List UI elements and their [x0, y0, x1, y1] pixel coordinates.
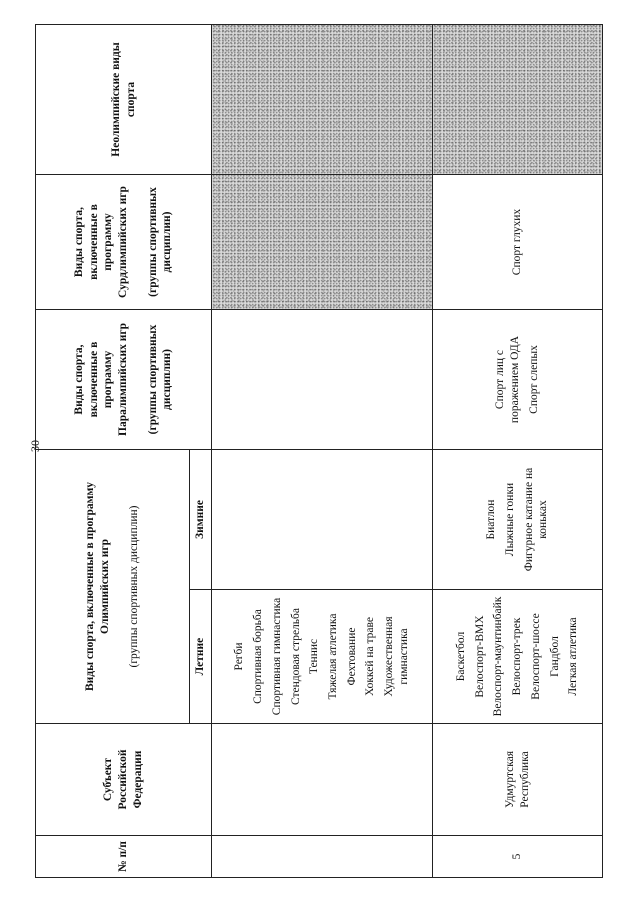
- list-item: Фигурное катание на коньках: [522, 467, 549, 571]
- list-item: Гандбол: [548, 635, 561, 677]
- list-item: Спортивная борьба: [251, 608, 264, 704]
- list-item: Художественная гимнастика: [382, 615, 410, 697]
- list-item: Велоспорт-маунтинбайк: [491, 596, 504, 716]
- list-item: Легкая атлетика: [566, 616, 579, 696]
- header-row: [35, 24, 189, 877]
- cell-num-5: 5: [432, 835, 602, 877]
- cell-deaflympic-cont-shaded: [211, 174, 432, 309]
- list-item: Регби: [232, 641, 245, 671]
- list-item: Теннис: [307, 638, 320, 674]
- header-summer: Летние: [189, 589, 211, 723]
- header-olympic-title: Виды спорта, включенные в программу Олимпийских игр: [83, 481, 111, 691]
- list-item: Спорт слепых: [527, 344, 540, 414]
- list-item: Велоспорт-шоссе: [529, 612, 542, 700]
- header-nonolympic: Неолимпийские виды спорта: [35, 24, 211, 174]
- cell-nonolympic-5-shaded: [432, 24, 602, 174]
- page-number: 30: [28, 440, 42, 452]
- header-paralympic-title: Виды спорта, включенные в программу Паралимпийских игр: [72, 322, 129, 436]
- cell-paralympic-5: [432, 309, 602, 449]
- cell-nonolympic-cont-shaded: [211, 24, 432, 174]
- list-item: Лыжные гонки: [503, 482, 516, 556]
- table-row-continued: [211, 24, 432, 877]
- header-paralympic-groups: (группы спортивных дисциплин): [146, 324, 173, 434]
- header-winter: Зимние: [189, 449, 211, 589]
- list-item: Тяжелая атлетика: [326, 613, 339, 699]
- sports-table: [35, 24, 603, 878]
- header-paralympic: [35, 309, 211, 449]
- cell-paralympic-cont: [211, 309, 432, 449]
- list-item: Фехтование: [345, 627, 358, 685]
- header-olympic: [35, 449, 189, 723]
- list-item: Спорт лиц с поражением ОДА: [493, 335, 521, 423]
- list-item: Стендовая стрельба: [289, 607, 302, 705]
- header-deaflympic-title: Виды спорта, включенные в программу Сурдлимпийских игр: [72, 185, 129, 298]
- header-deaflympic: [35, 174, 211, 309]
- list-item: Хоккей на траве: [363, 616, 376, 696]
- header-deaflympic-groups: (группы спортивных дисциплин): [146, 186, 173, 297]
- list-item: Велоспорт-BMX: [473, 614, 486, 698]
- rotated-table-frame: [35, 25, 602, 878]
- cell-subject-cont: [211, 723, 432, 835]
- cell-num-cont: [211, 835, 432, 877]
- cell-summer-cont: [211, 589, 432, 723]
- cell-summer-5: [432, 589, 602, 723]
- table-row-5: [432, 24, 602, 877]
- header-num: № п/п: [35, 835, 211, 877]
- list-item: Спорт глухих: [510, 208, 523, 275]
- list-item: Велоспорт-трек: [510, 617, 523, 695]
- cell-deaflympic-5: [432, 174, 602, 309]
- cell-winter-5: [432, 449, 602, 589]
- list-item: Спортивная гимнастика: [270, 597, 283, 715]
- cell-subject-5: Удмуртская Республика: [432, 723, 602, 835]
- header-olympic-groups: (группы спортивных дисциплин): [127, 505, 140, 667]
- header-subject: Субъект Российской Федерации: [35, 723, 211, 835]
- cell-winter-cont: [211, 449, 432, 589]
- list-item: Баскетбол: [454, 631, 467, 681]
- list-item: Биатлон: [484, 499, 497, 539]
